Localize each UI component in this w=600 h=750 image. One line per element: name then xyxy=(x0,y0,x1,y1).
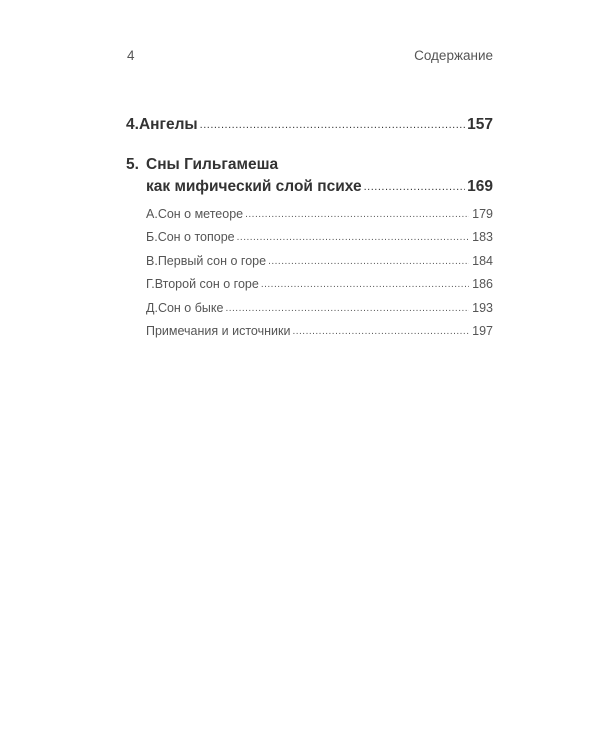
chapter-page: 169 xyxy=(467,178,493,195)
toc-chapter-5[interactable] xyxy=(126,156,493,200)
dot-leader xyxy=(200,119,465,131)
section-page: 183 xyxy=(472,230,493,245)
chapter-title: Ангелы xyxy=(138,116,198,133)
dot-leader xyxy=(237,226,469,249)
dot-leader xyxy=(292,320,469,343)
section-title: Сон о топоре xyxy=(157,230,235,245)
section-title: Сон о метеоре xyxy=(157,207,244,221)
dot-leader xyxy=(245,203,469,226)
section-page: 193 xyxy=(472,300,493,315)
dot-leader xyxy=(261,273,469,296)
section-page: 184 xyxy=(472,253,493,268)
table-of-contents xyxy=(126,116,493,343)
notes-page: 197 xyxy=(472,323,493,338)
section-title: Второй сон о горе xyxy=(154,277,259,292)
page-header xyxy=(127,48,493,66)
chapter-page: 157 xyxy=(467,116,493,133)
toc-section[interactable] xyxy=(146,250,493,273)
chapter-number: 4. xyxy=(126,116,139,133)
section-page: 186 xyxy=(472,277,493,292)
section-letter: Г. xyxy=(146,277,155,292)
section-letter: В. xyxy=(146,253,158,268)
section-page: 179 xyxy=(472,207,493,221)
toc-chapter-4[interactable] xyxy=(126,116,493,138)
chapter-number: 5. xyxy=(126,156,139,173)
toc-section[interactable] xyxy=(146,226,493,249)
notes-title: Примечания и источники xyxy=(146,323,291,338)
section-list xyxy=(126,203,493,343)
toc-notes[interactable] xyxy=(146,320,493,343)
dot-leader xyxy=(268,250,469,273)
section-title: Первый сон о горе xyxy=(157,253,267,268)
section-title: Сон о быке xyxy=(157,300,224,315)
chapter-title-line1: Сны Гильгамеша xyxy=(146,156,279,173)
toc-section[interactable] xyxy=(146,297,493,320)
toc-section[interactable] xyxy=(146,203,493,226)
section-letter: А. xyxy=(146,207,158,221)
section-letter: Д. xyxy=(146,300,158,315)
running-title: Содержание xyxy=(414,48,493,63)
page-number: 4 xyxy=(127,48,135,63)
chapter-title-line2: как мифический слой психе xyxy=(146,178,362,195)
dot-leader xyxy=(364,181,466,193)
section-letter: Б. xyxy=(146,230,158,245)
dot-leader xyxy=(225,297,469,320)
toc-section[interactable] xyxy=(146,273,493,296)
